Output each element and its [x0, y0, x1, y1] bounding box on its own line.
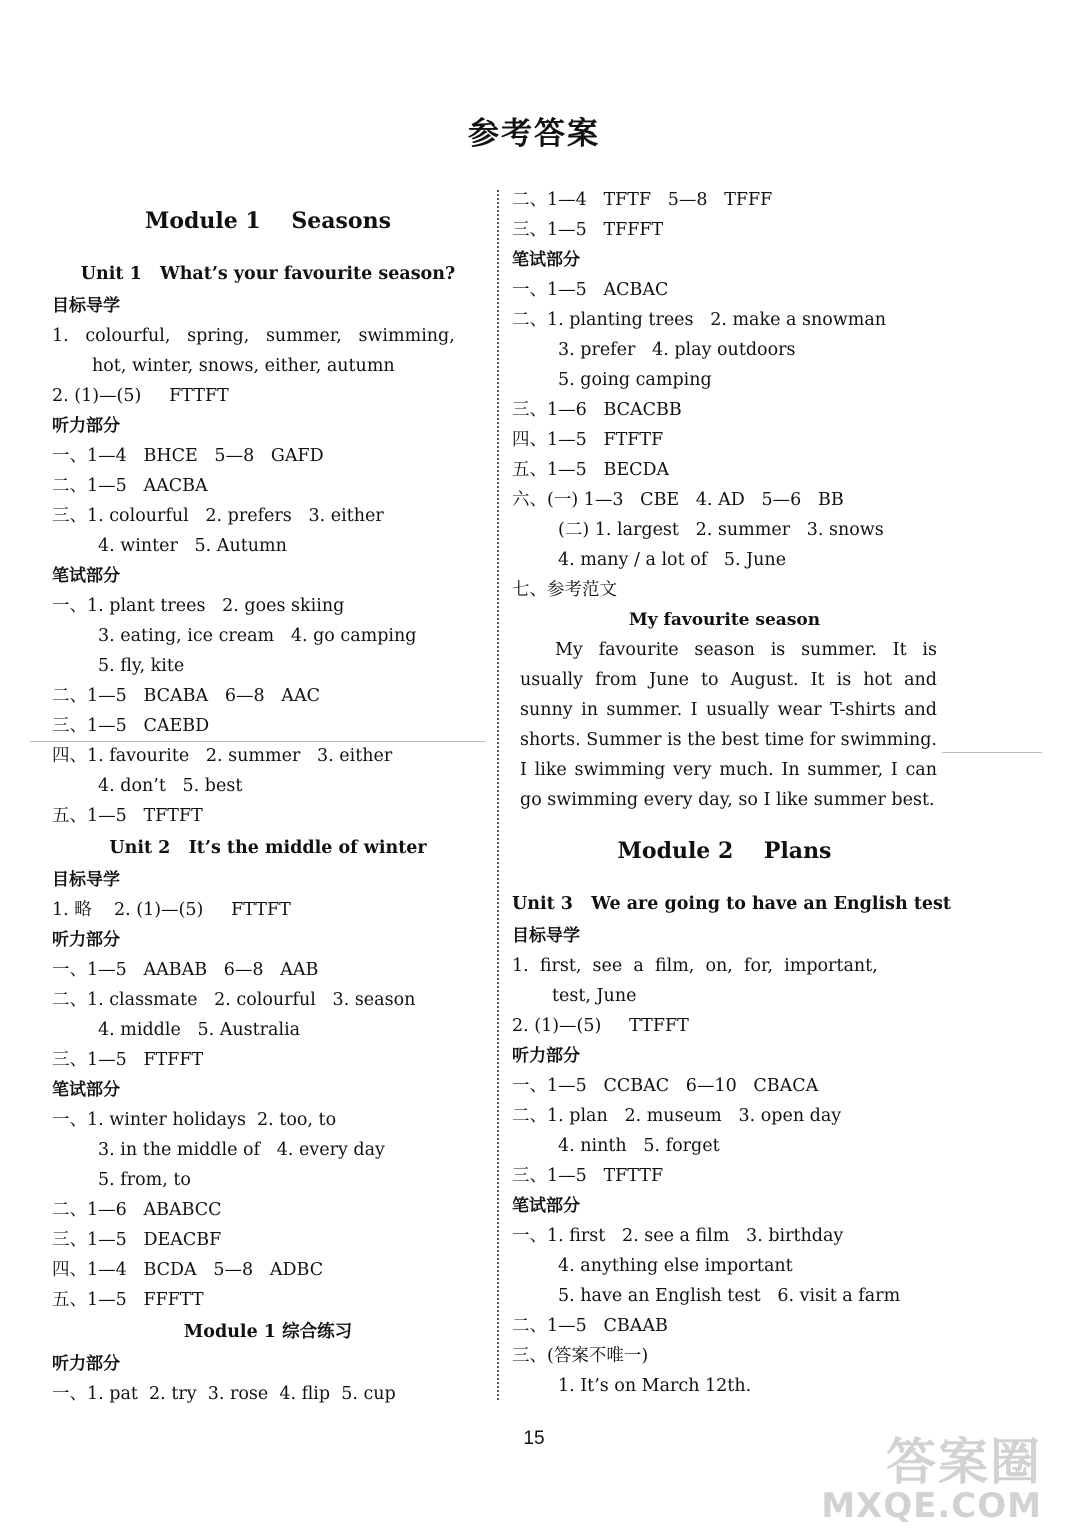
answer-line: 四、1—5 FTFTF — [512, 430, 664, 450]
unit-heading: Unit 1 What’s your favourite season? — [80, 264, 456, 284]
answer-line: 二、1. classmate 2. colourful 3. season — [52, 990, 416, 1010]
answer-line: 1. 略 2. (1)—(5) FTTFT — [52, 900, 291, 920]
answer-line: 三、(答案不唯一) — [512, 1346, 649, 1366]
answer-line: 二、1—4 TFTF 5—8 TFFF — [512, 190, 773, 210]
answer-line: 四、1. favourite 2. summer 3. either — [52, 746, 393, 766]
answer-line: 三、1—5 DEACBF — [52, 1230, 222, 1250]
answer-line: 3. prefer 4. play outdoors — [558, 340, 796, 360]
answer-line: 3. in the middle of 4. every day — [98, 1140, 385, 1160]
answer-line: 4. don’t 5. best — [98, 776, 243, 796]
section-heading: 听力部分 — [52, 416, 120, 436]
answer-line: test, June — [552, 986, 637, 1006]
watermark-text: 答案圈 — [886, 1433, 1042, 1491]
answer-line: 一、1. first 2. see a film 3. birthday — [512, 1226, 844, 1246]
answer-line: 三、1—5 TFFFT — [512, 220, 664, 240]
answer-line: 三、1. colourful 2. prefers 3. either — [52, 506, 384, 526]
answer-line: 4. many / a lot of 5. June — [558, 550, 787, 570]
answer-line: 5. going camping — [558, 370, 712, 390]
answer-line: (二) 1. largest 2. summer 3. snows — [558, 520, 884, 540]
answer-line: 五、1—5 FFFTT — [52, 1290, 204, 1310]
answer-line: 一、1. plant trees 2. goes skiing — [52, 596, 345, 616]
answer-line: 2. (1)—(5) FTTFT — [52, 386, 229, 406]
answer-line: 5. fly, kite — [98, 656, 185, 676]
answer-line: 一、1. winter holidays 2. too, to — [52, 1110, 337, 1130]
answer-line: 3. eating, ice cream 4. go camping — [98, 626, 417, 646]
answer-line: 三、1—6 BCACBB — [512, 400, 682, 420]
answer-line: 5. have an English test 6. visit a farm — [558, 1286, 901, 1306]
answer-line: 六、(一) 1—3 CBE 4. AD 5—6 BB — [512, 490, 844, 510]
section-heading: 笔试部分 — [52, 566, 120, 586]
answer-line: 4. ninth 5. forget — [558, 1136, 720, 1156]
watermark-url: MXQE.COM — [821, 1486, 1042, 1526]
module-heading: Module 2 Plans — [617, 838, 832, 864]
section-heading: 听力部分 — [512, 1046, 580, 1066]
answer-line: 二、1. planting trees 2. make a snowman — [512, 310, 887, 330]
answer-line: 4. middle 5. Australia — [98, 1020, 301, 1040]
section-heading: 笔试部分 — [512, 1196, 580, 1216]
answer-line: 一、1—5 AABAB 6—8 AAB — [52, 960, 319, 980]
unit-heading: Unit 3 We are going to have an English test — [512, 894, 951, 914]
essay-title: My favourite season — [628, 610, 821, 630]
answer-line: 1. It’s on March 12th. — [558, 1376, 752, 1396]
answer-line: 二、1—5 CBAAB — [512, 1316, 668, 1336]
answer-line: 1. colourful, spring, summer, swimming, — [52, 326, 455, 346]
unit-heading: Module 1 综合练习 — [183, 1322, 353, 1342]
section-heading: 目标导学 — [512, 926, 580, 946]
section-heading: 听力部分 — [52, 1354, 120, 1374]
answer-line: 一、1—4 BHCE 5—8 GAFD — [52, 446, 324, 466]
page-number: 15 — [523, 1428, 545, 1449]
answer-line: 二、1. plan 2. museum 3. open day — [512, 1106, 842, 1126]
answer-line: 一、1—5 ACBAC — [512, 280, 669, 300]
answer-line: 五、1—5 TFTFT — [52, 806, 203, 826]
answer-line: 二、1—6 ABABCC — [52, 1200, 222, 1220]
answer-line: 五、1—5 BECDA — [512, 460, 670, 480]
page-title: 参考答案 — [468, 116, 600, 152]
answer-line: 一、1. pat 2. try 3. rose 4. flip 5. cup — [52, 1384, 396, 1404]
answer-line: 二、1—5 AACBA — [52, 476, 208, 496]
answer-line: 4. anything else important — [558, 1256, 793, 1276]
module-heading: Module 1 Seasons — [145, 208, 391, 234]
answer-line: 一、1—5 CCBAC 6—10 CBACA — [512, 1076, 819, 1096]
unit-heading: Unit 2 It’s the middle of winter — [109, 838, 427, 858]
section-heading: 笔试部分 — [52, 1080, 120, 1100]
answer-line: 四、1—4 BCDA 5—8 ADBC — [52, 1260, 324, 1280]
answer-line: 1. first, see a film, on, for, important, — [512, 956, 878, 976]
section-heading: 听力部分 — [52, 930, 120, 950]
watermark-logo — [802, 1422, 1052, 1532]
answer-line: 七、参考范文 — [512, 580, 617, 600]
column-divider — [497, 190, 499, 1400]
answer-line: 三、1—5 FTFFT — [52, 1050, 204, 1070]
answer-line: hot, winter, snows, either, autumn — [92, 356, 395, 376]
answer-line: 2. (1)—(5) TTFFT — [512, 1016, 689, 1036]
section-heading: 笔试部分 — [512, 250, 580, 270]
answer-line: 二、1—5 BCABA 6—8 AAC — [52, 686, 320, 706]
left-column — [52, 185, 484, 1409]
essay-paragraph: My favourite season is summer. It is usually from June to August. It is hot and sunny in summer. I usually wear T-shirts and shorts. Summer is the best time for swimming. I like swimming very much. In summer, I can go swimming every day, so I like summer best. — [520, 640, 937, 810]
right-column — [512, 185, 951, 1401]
section-heading: 目标导学 — [52, 296, 120, 316]
answer-line: 4. winter 5. Autumn — [98, 536, 287, 556]
answer-line: 三、1—5 TFTTF — [512, 1166, 664, 1186]
divider-line — [942, 752, 1042, 753]
answer-line: 5. from, to — [98, 1170, 191, 1190]
section-heading: 目标导学 — [52, 870, 120, 890]
answer-line: 三、1—5 CAEBD — [52, 716, 210, 736]
